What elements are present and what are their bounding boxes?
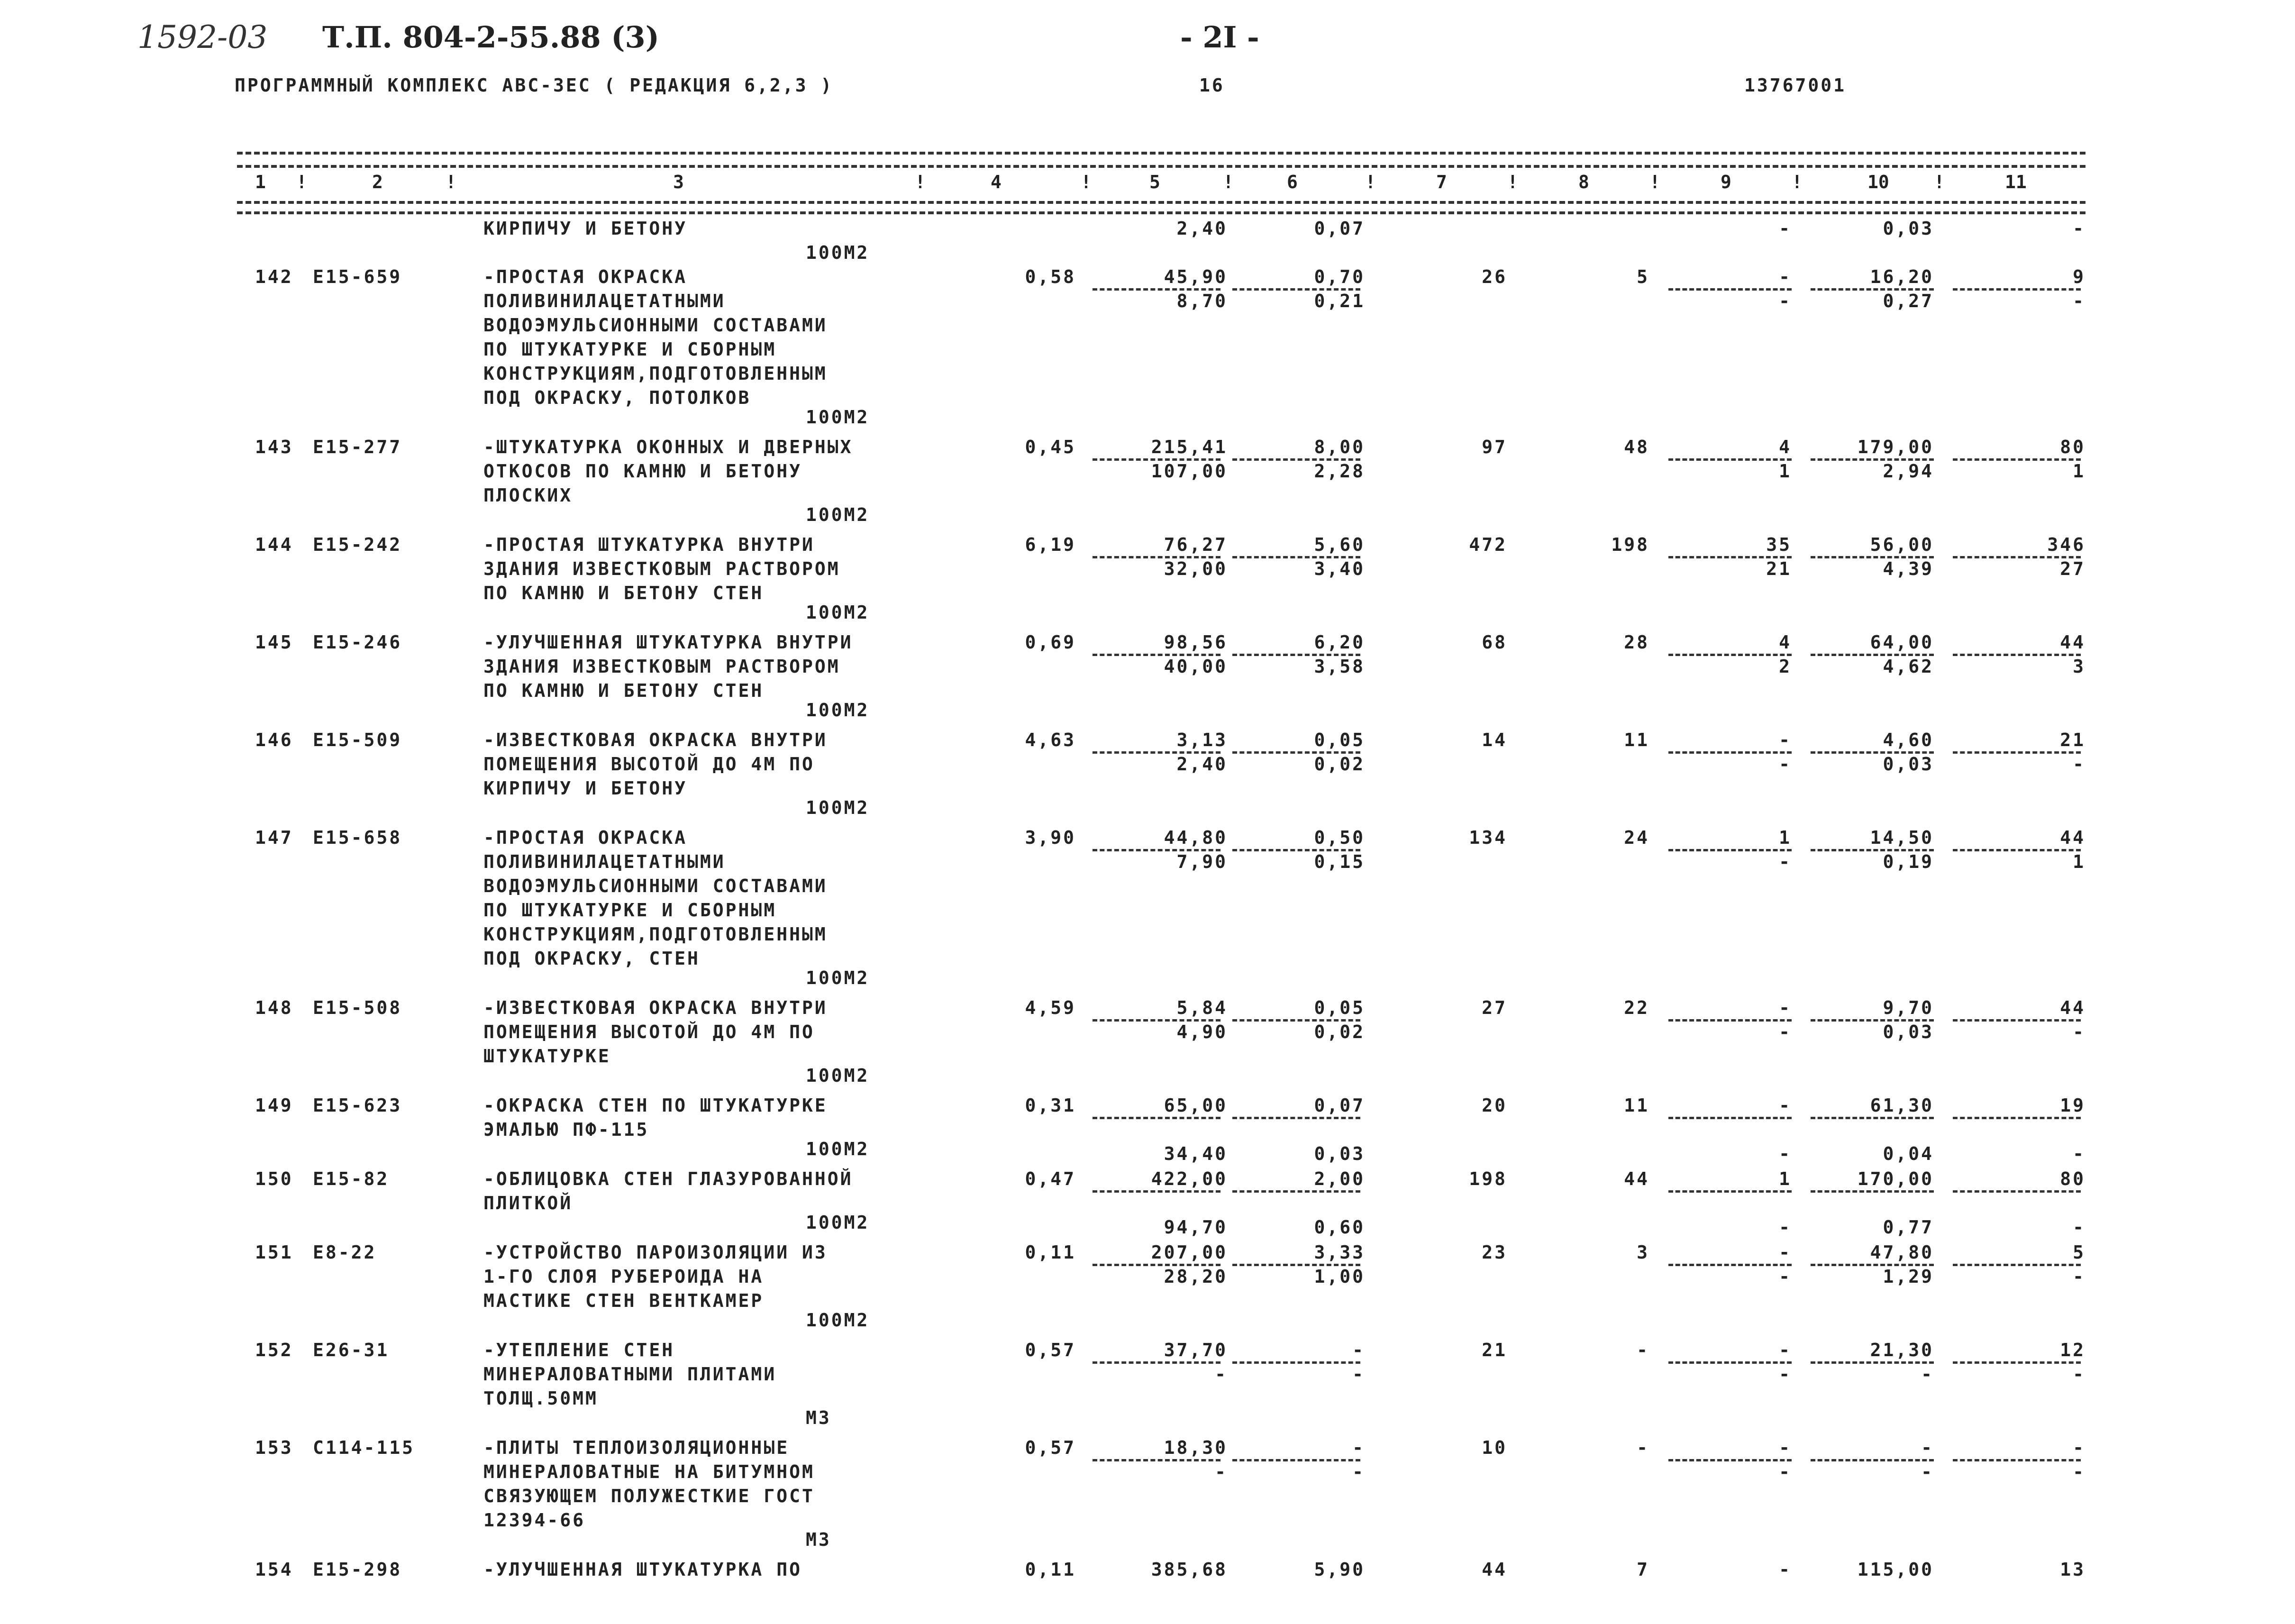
row-description-line: ПЛОСКИХ — [483, 485, 573, 506]
value-col11-second: - — [2073, 1022, 2086, 1042]
row-code: Е15-82 — [313, 1168, 390, 1189]
row-description-line: КИРПИЧУ И БЕТОНУ — [483, 778, 688, 799]
column-header-6: 6 — [1287, 172, 1298, 192]
row-unit: 100М2 — [806, 1310, 870, 1331]
value-col6-second: 3,40 — [1314, 558, 1365, 579]
row-description-line: МИНЕРАЛОВАТНЫМИ ПЛИТАМИ — [483, 1364, 777, 1385]
value-col6: 0,50 — [1314, 827, 1365, 848]
value-col10-second: 0,03 — [1883, 1022, 1934, 1042]
value-col9-second: - — [1779, 1461, 1792, 1482]
value-col6: - — [1352, 1340, 1365, 1360]
value-col5: 37,70 — [1164, 1340, 1228, 1360]
value-col7: 21 — [1482, 1340, 1507, 1360]
value-col9: 1 — [1779, 827, 1792, 848]
value-col6-second: 3,58 — [1314, 656, 1365, 677]
row-code: Е15-246 — [313, 632, 402, 653]
row-unit: 100М2 — [806, 1212, 870, 1233]
value-col5-second: 8,70 — [1176, 291, 1228, 311]
row-number: 142 — [255, 266, 293, 287]
value-col8: 7 — [1637, 1559, 1649, 1580]
value-col5: 65,00 — [1164, 1095, 1228, 1116]
value-col7: 44 — [1482, 1559, 1507, 1580]
row-description-line: -ШТУКАТУРКА ОКОННЫХ И ДВЕРНЫХ — [483, 437, 853, 457]
row-number: 146 — [255, 730, 293, 750]
row-code: Е15-508 — [313, 997, 402, 1018]
value-col4: 0,47 — [1025, 1168, 1076, 1189]
value-col8: 44 — [1624, 1168, 1649, 1189]
row-description-line: ПО КАМНЮ И БЕТОНУ СТЕН — [483, 680, 764, 701]
value-col11-second: - — [2073, 1143, 2086, 1164]
value-col8: 22 — [1624, 997, 1649, 1018]
value-col11: - — [2073, 1437, 2086, 1458]
value-col8: 11 — [1624, 730, 1649, 750]
value-col11: 80 — [2060, 437, 2086, 457]
column-separator: ! — [1081, 172, 1092, 192]
value-col10: 14,50 — [1870, 827, 1934, 848]
value-col9: - — [1779, 997, 1792, 1018]
value-col7: 198 — [1469, 1168, 1507, 1189]
sheet-number: 16 — [1199, 75, 1225, 96]
value-col8: 3 — [1637, 1242, 1649, 1263]
value-col9: 4 — [1779, 437, 1792, 457]
value-col4: 0,57 — [1025, 1437, 1076, 1458]
row-unit: 100М2 — [806, 700, 870, 721]
row-description-line: ТОЛЩ.50ММ — [483, 1388, 598, 1409]
value-col5: 18,30 — [1164, 1437, 1228, 1458]
row-number: 144 — [255, 534, 293, 555]
row-code: Е15-659 — [313, 266, 402, 287]
value-col9: 1 — [1779, 1168, 1792, 1189]
column-separator: ! — [1649, 172, 1660, 192]
value-col10-second: 0,04 — [1883, 1143, 1934, 1164]
value-col6: 2,00 — [1314, 1168, 1365, 1189]
value-col5: 98,56 — [1164, 632, 1228, 653]
row-description-line: ЭМАЛЬЮ ПФ-115 — [483, 1119, 649, 1140]
value-col9-second: - — [1779, 218, 1792, 239]
value-col10: 56,00 — [1870, 534, 1934, 555]
column-header-2: 2 — [372, 172, 383, 192]
value-col10-second: 0,03 — [1883, 754, 1934, 775]
value-col6-second: - — [1352, 1364, 1365, 1385]
value-col11: 44 — [2060, 827, 2086, 848]
row-description-line: -УЛУЧШЕННАЯ ШТУКАТУРКА ВНУТРИ — [483, 632, 853, 653]
row-number: 145 — [255, 632, 293, 653]
row-description-line: ПОМЕЩЕНИЯ ВЫСОТОЙ ДО 4М ПО — [483, 1022, 815, 1042]
row-unit: 100М2 — [806, 1065, 870, 1086]
row-description-line: 12394-66 — [483, 1510, 586, 1531]
value-col7: 134 — [1469, 827, 1507, 848]
row-description-line: ВОДОЭМУЛЬСИОННЫМИ СОСТАВАМИ — [483, 315, 828, 336]
value-col6-second: 0,02 — [1314, 1022, 1365, 1042]
program-title: ПРОГРАММНЫЙ КОМПЛЕКС АВС-3ЕС ( РЕДАКЦИЯ 6,2,3 ) — [235, 75, 834, 96]
subtotal-divider — [1811, 1190, 1934, 1193]
subtotal-divider — [1953, 1117, 2081, 1119]
value-col5-second: 34,40 — [1164, 1143, 1228, 1164]
value-col6-second: 0,03 — [1314, 1143, 1365, 1164]
row-description-line: -ПЛИТЫ ТЕПЛОИЗОЛЯЦИОННЫЕ — [483, 1437, 790, 1458]
column-header-4: 4 — [991, 172, 1002, 192]
value-col6: 5,60 — [1314, 534, 1365, 555]
value-col4: 0,31 — [1025, 1095, 1076, 1116]
value-col10: 61,30 — [1870, 1095, 1934, 1116]
row-code: Е15-242 — [313, 534, 402, 555]
value-col4: 0,11 — [1025, 1242, 1076, 1263]
value-col6-second: 0,02 — [1314, 754, 1365, 775]
value-col9-second: - — [1779, 1364, 1792, 1385]
value-col5: 215,41 — [1151, 437, 1228, 457]
row-code: Е15-277 — [313, 437, 402, 457]
value-col11-second: - — [2073, 218, 2086, 239]
value-col10: 170,00 — [1857, 1168, 1934, 1189]
value-col5: 385,68 — [1151, 1559, 1228, 1580]
value-col9-second: - — [1779, 754, 1792, 775]
value-col10-second: 4,39 — [1883, 558, 1934, 579]
value-col4: 4,63 — [1025, 730, 1076, 750]
value-col11: 19 — [2060, 1095, 2086, 1116]
row-description-line: КИРПИЧУ И БЕТОНУ — [483, 218, 688, 239]
value-col9-second: - — [1779, 1022, 1792, 1042]
value-col6-second: 1,00 — [1314, 1266, 1365, 1287]
row-number: 153 — [255, 1437, 293, 1458]
row-number: 154 — [255, 1559, 293, 1580]
column-separator: ! — [1507, 172, 1518, 192]
value-col9: - — [1779, 1242, 1792, 1263]
value-col4: 0,11 — [1025, 1559, 1076, 1580]
value-col11-second: 3 — [2073, 656, 2086, 677]
row-description-line: СВЯЗУЮЩЕМ ПОЛУЖЕСТКИЕ ГОСТ — [483, 1486, 815, 1506]
value-col4: 3,90 — [1025, 827, 1076, 848]
row-description-line: -ПРОСТАЯ ШТУКАТУРКА ВНУТРИ — [483, 534, 815, 555]
value-col10: 21,30 — [1870, 1340, 1934, 1360]
subtotal-divider — [1093, 1190, 1220, 1193]
column-separator: ! — [446, 172, 456, 192]
value-col10: 115,00 — [1857, 1559, 1934, 1580]
value-col11-second: - — [2073, 754, 2086, 775]
value-col11-second: 1 — [2073, 851, 2086, 872]
column-separator: ! — [1792, 172, 1803, 192]
value-col10-second: 4,62 — [1883, 656, 1934, 677]
column-separator: ! — [915, 172, 926, 192]
column-header-3: 3 — [673, 172, 684, 192]
table-top-rule — [237, 152, 2086, 155]
row-description-line: -ПРОСТАЯ ОКРАСКА — [483, 266, 688, 287]
table-top-rule-2 — [237, 165, 2086, 168]
value-col9-second: - — [1779, 1217, 1792, 1238]
value-col10: 16,20 — [1870, 266, 1934, 287]
handwritten-archive-number: 1592-03 — [137, 19, 268, 55]
row-description-line: -ПРОСТАЯ ОКРАСКА — [483, 827, 688, 848]
value-col9-second: 21 — [1766, 558, 1792, 579]
value-col6: 5,90 — [1314, 1559, 1365, 1580]
value-col5-second: 7,90 — [1176, 851, 1228, 872]
value-col4: 4,59 — [1025, 997, 1076, 1018]
value-col5-second: 2,40 — [1176, 218, 1228, 239]
value-col6-second: 0,15 — [1314, 851, 1365, 872]
value-col7: 97 — [1482, 437, 1507, 457]
subtotal-divider — [1232, 1117, 1360, 1119]
column-separator: ! — [1365, 172, 1376, 192]
row-description-line: ПОМЕЩЕНИЯ ВЫСОТОЙ ДО 4М ПО — [483, 754, 815, 775]
row-unit: 100М2 — [806, 407, 870, 428]
row-description-line: КОНСТРУКЦИЯМ,ПОДГОТОВЛЕННЫМ — [483, 924, 828, 945]
value-col11: 21 — [2060, 730, 2086, 750]
row-description-line: ШТУКАТУРКЕ — [483, 1046, 611, 1067]
column-separator: ! — [1223, 172, 1234, 192]
subtotal-divider — [1668, 1117, 1792, 1119]
value-col5: 5,84 — [1176, 997, 1228, 1018]
value-col6: - — [1352, 1437, 1365, 1458]
value-col8: 28 — [1624, 632, 1649, 653]
value-col9-second: 1 — [1779, 461, 1792, 482]
row-unit: 100М2 — [806, 1139, 870, 1159]
row-description-line: ПО КАМНЮ И БЕТОНУ СТЕН — [483, 583, 764, 603]
value-col6: 0,05 — [1314, 997, 1365, 1018]
row-description-line: -ОКРАСКА СТЕН ПО ШТУКАТУРКЕ — [483, 1095, 828, 1116]
value-col10-second: 0,77 — [1883, 1217, 1934, 1238]
row-unit: 100М2 — [806, 967, 870, 988]
subtotal-divider — [1668, 1190, 1792, 1193]
value-col6: 0,70 — [1314, 266, 1365, 287]
subtotal-divider — [1232, 1190, 1360, 1193]
value-col11: 5 — [2073, 1242, 2086, 1263]
value-col5: 44,80 — [1164, 827, 1228, 848]
subtotal-divider — [1093, 1117, 1220, 1119]
row-number: 148 — [255, 997, 293, 1018]
column-separator: ! — [1934, 172, 1945, 192]
value-col6: 8,00 — [1314, 437, 1365, 457]
row-code: Е15-658 — [313, 827, 402, 848]
row-code: Е15-623 — [313, 1095, 402, 1116]
row-unit: 100М2 — [806, 797, 870, 818]
row-unit: М3 — [806, 1529, 831, 1550]
row-description-line: ОТКОСОВ ПО КАМНЮ И БЕТОНУ — [483, 461, 802, 482]
value-col10: 179,00 — [1857, 437, 1934, 457]
row-description-line: ПО ШТУКАТУРКЕ И СБОРНЫМ — [483, 900, 777, 921]
value-col5-second: 94,70 — [1164, 1217, 1228, 1238]
value-col9-second: - — [1779, 1266, 1792, 1287]
row-description-line: МАСТИКЕ СТЕН ВЕНТКАМЕР — [483, 1290, 764, 1311]
value-col11-second: - — [2073, 291, 2086, 311]
subtotal-divider — [1953, 1190, 2081, 1193]
value-col8: 198 — [1611, 534, 1649, 555]
value-col9: - — [1779, 1559, 1792, 1580]
value-col9: 35 — [1766, 534, 1792, 555]
value-col10: 64,00 — [1870, 632, 1934, 653]
value-col8: 48 — [1624, 437, 1649, 457]
value-col11-second: - — [2073, 1266, 2086, 1287]
value-col4: 0,69 — [1025, 632, 1076, 653]
value-col6: 0,07 — [1314, 1095, 1365, 1116]
value-col9-second: 2 — [1779, 656, 1792, 677]
page-number: - 2I - — [1180, 20, 1259, 55]
value-col6-second: 2,28 — [1314, 461, 1365, 482]
value-col9: - — [1779, 266, 1792, 287]
value-col11: 12 — [2060, 1340, 2086, 1360]
value-col5: 3,13 — [1176, 730, 1228, 750]
value-col9-second: - — [1779, 1143, 1792, 1164]
row-code: Е15-298 — [313, 1559, 402, 1580]
value-col4: 6,19 — [1025, 534, 1076, 555]
row-code: Е15-509 — [313, 730, 402, 750]
row-number: 152 — [255, 1340, 293, 1360]
row-description-line: ЗДАНИЯ ИЗВЕСТКОВЫМ РАСТВОРОМ — [483, 558, 840, 579]
row-description-line: -УТЕПЛЕНИЕ СТЕН — [483, 1340, 675, 1360]
column-header-5: 5 — [1149, 172, 1160, 192]
value-col11-second: - — [2073, 1364, 2086, 1385]
row-description-line: ЗДАНИЯ ИЗВЕСТКОВЫМ РАСТВОРОМ — [483, 656, 840, 677]
value-col10: 9,70 — [1883, 997, 1934, 1018]
value-col6-second: 0,60 — [1314, 1217, 1365, 1238]
value-col9-second: - — [1779, 291, 1792, 311]
value-col6-second: 0,21 — [1314, 291, 1365, 311]
row-code: Е8-22 — [313, 1242, 377, 1263]
value-col5-second: 4,90 — [1176, 1022, 1228, 1042]
row-unit: 100М2 — [806, 602, 870, 623]
value-col6: 6,20 — [1314, 632, 1365, 653]
value-col10-second: 2,94 — [1883, 461, 1934, 482]
subtotal-divider — [1811, 1117, 1934, 1119]
value-col11-second: - — [2073, 1217, 2086, 1238]
row-description-line: -ИЗВЕСТКОВАЯ ОКРАСКА ВНУТРИ — [483, 730, 828, 750]
row-description-line: -УСТРОЙСТВО ПАРОИЗОЛЯЦИИ ИЗ — [483, 1242, 828, 1263]
value-col7: 20 — [1482, 1095, 1507, 1116]
value-col7: 27 — [1482, 997, 1507, 1018]
value-col10: - — [1921, 1437, 1934, 1458]
value-col5-second: 28,20 — [1164, 1266, 1228, 1287]
value-col6-second: 0,07 — [1314, 218, 1365, 239]
column-header-7: 7 — [1436, 172, 1447, 192]
value-col4: 0,45 — [1025, 437, 1076, 457]
value-col9: - — [1779, 1095, 1792, 1116]
value-col11-second: - — [2073, 1461, 2086, 1482]
row-code: Е26-31 — [313, 1340, 390, 1360]
value-col5-second: - — [1215, 1364, 1228, 1385]
document-id: 13767001 — [1744, 75, 1847, 96]
column-header-8: 8 — [1578, 172, 1589, 192]
value-col10: 4,60 — [1883, 730, 1934, 750]
value-col5-second: 32,00 — [1164, 558, 1228, 579]
value-col5: 422,00 — [1151, 1168, 1228, 1189]
row-number: 151 — [255, 1242, 293, 1263]
value-col10: 47,80 — [1870, 1242, 1934, 1263]
value-col9-second: - — [1779, 851, 1792, 872]
value-col9: 4 — [1779, 632, 1792, 653]
column-header-1: 1 — [255, 172, 266, 192]
row-description-line: ВОДОЭМУЛЬСИОННЫМИ СОСТАВАМИ — [483, 876, 828, 896]
value-col5-second: - — [1215, 1461, 1228, 1482]
value-col8: - — [1637, 1437, 1649, 1458]
header-bottom-rule — [237, 201, 2086, 204]
column-separator: ! — [296, 172, 307, 192]
row-number: 143 — [255, 437, 293, 457]
row-description-line: КОНСТРУКЦИЯМ,ПОДГОТОВЛЕННЫМ — [483, 363, 828, 384]
document-code: Т.П. 804-2-55.88 (3) — [322, 20, 660, 55]
value-col4: 0,58 — [1025, 266, 1076, 287]
row-unit: 100М2 — [806, 242, 870, 263]
value-col11: 44 — [2060, 632, 2086, 653]
value-col6: 0,05 — [1314, 730, 1365, 750]
value-col5: 45,90 — [1164, 266, 1228, 287]
row-description-line: МИНЕРАЛОВАТНЫЕ НА БИТУМНОМ — [483, 1461, 815, 1482]
value-col9: - — [1779, 1437, 1792, 1458]
row-number: 149 — [255, 1095, 293, 1116]
row-unit: 100М2 — [806, 504, 870, 525]
value-col11-second: 1 — [2073, 461, 2086, 482]
value-col11: 346 — [2047, 534, 2086, 555]
row-description-line: ПОЛИВИНИЛАЦЕТАТНЫМИ — [483, 291, 726, 311]
value-col7: 14 — [1482, 730, 1507, 750]
value-col10-second: - — [1921, 1461, 1934, 1482]
value-col4: 0,57 — [1025, 1340, 1076, 1360]
value-col11-second: 27 — [2060, 558, 2086, 579]
value-col5-second: 107,00 — [1151, 461, 1228, 482]
row-code: С114-115 — [313, 1437, 415, 1458]
row-description-line: ПОЛИВИНИЛАЦЕТАТНЫМИ — [483, 851, 726, 872]
value-col10-second: 0,03 — [1883, 218, 1934, 239]
row-description-line: ПОД ОКРАСКУ, ПОТОЛКОВ — [483, 387, 751, 408]
value-col11: 80 — [2060, 1168, 2086, 1189]
value-col7: 472 — [1469, 534, 1507, 555]
row-description-line: -ОБЛИЦОВКА СТЕН ГЛАЗУРОВАННОЙ — [483, 1168, 853, 1189]
row-number: 147 — [255, 827, 293, 848]
value-col5: 76,27 — [1164, 534, 1228, 555]
value-col11: 44 — [2060, 997, 2086, 1018]
value-col8: 11 — [1624, 1095, 1649, 1116]
value-col10-second: 1,29 — [1883, 1266, 1934, 1287]
value-col11: 13 — [2060, 1559, 2086, 1580]
value-col9: - — [1779, 730, 1792, 750]
row-number: 150 — [255, 1168, 293, 1189]
value-col7: 68 — [1482, 632, 1507, 653]
value-col10-second: 0,27 — [1883, 291, 1934, 311]
value-col8: 24 — [1624, 827, 1649, 848]
value-col5: 207,00 — [1151, 1242, 1228, 1263]
row-description-line: ПОД ОКРАСКУ, СТЕН — [483, 948, 700, 969]
column-header-11: 11 — [2005, 172, 2027, 192]
value-col7: 23 — [1482, 1242, 1507, 1263]
value-col9: - — [1779, 1340, 1792, 1360]
row-unit: М3 — [806, 1407, 831, 1428]
value-col7: 10 — [1482, 1437, 1507, 1458]
column-header-10: 10 — [1867, 172, 1889, 192]
value-col8: - — [1637, 1340, 1649, 1360]
value-col11: 9 — [2073, 266, 2086, 287]
value-col6-second: - — [1352, 1461, 1365, 1482]
value-col10-second: 0,19 — [1883, 851, 1934, 872]
value-col6: 3,33 — [1314, 1242, 1365, 1263]
row-description-line: ПЛИТКОЙ — [483, 1193, 573, 1213]
value-col8: 5 — [1637, 266, 1649, 287]
value-col7: 26 — [1482, 266, 1507, 287]
row-description-line: -ИЗВЕСТКОВАЯ ОКРАСКА ВНУТРИ — [483, 997, 828, 1018]
row-description-line: 1-ГО СЛОЯ РУБЕРОИДА НА — [483, 1266, 764, 1287]
value-col5-second: 40,00 — [1164, 656, 1228, 677]
header-bottom-rule-2 — [237, 211, 2086, 214]
value-col5-second: 2,40 — [1176, 754, 1228, 775]
value-col10-second: - — [1921, 1364, 1934, 1385]
row-description-line: ПО ШТУКАТУРКЕ И СБОРНЫМ — [483, 339, 777, 360]
row-description-line: -УЛУЧШЕННАЯ ШТУКАТУРКА ПО — [483, 1559, 802, 1580]
column-header-9: 9 — [1721, 172, 1731, 192]
